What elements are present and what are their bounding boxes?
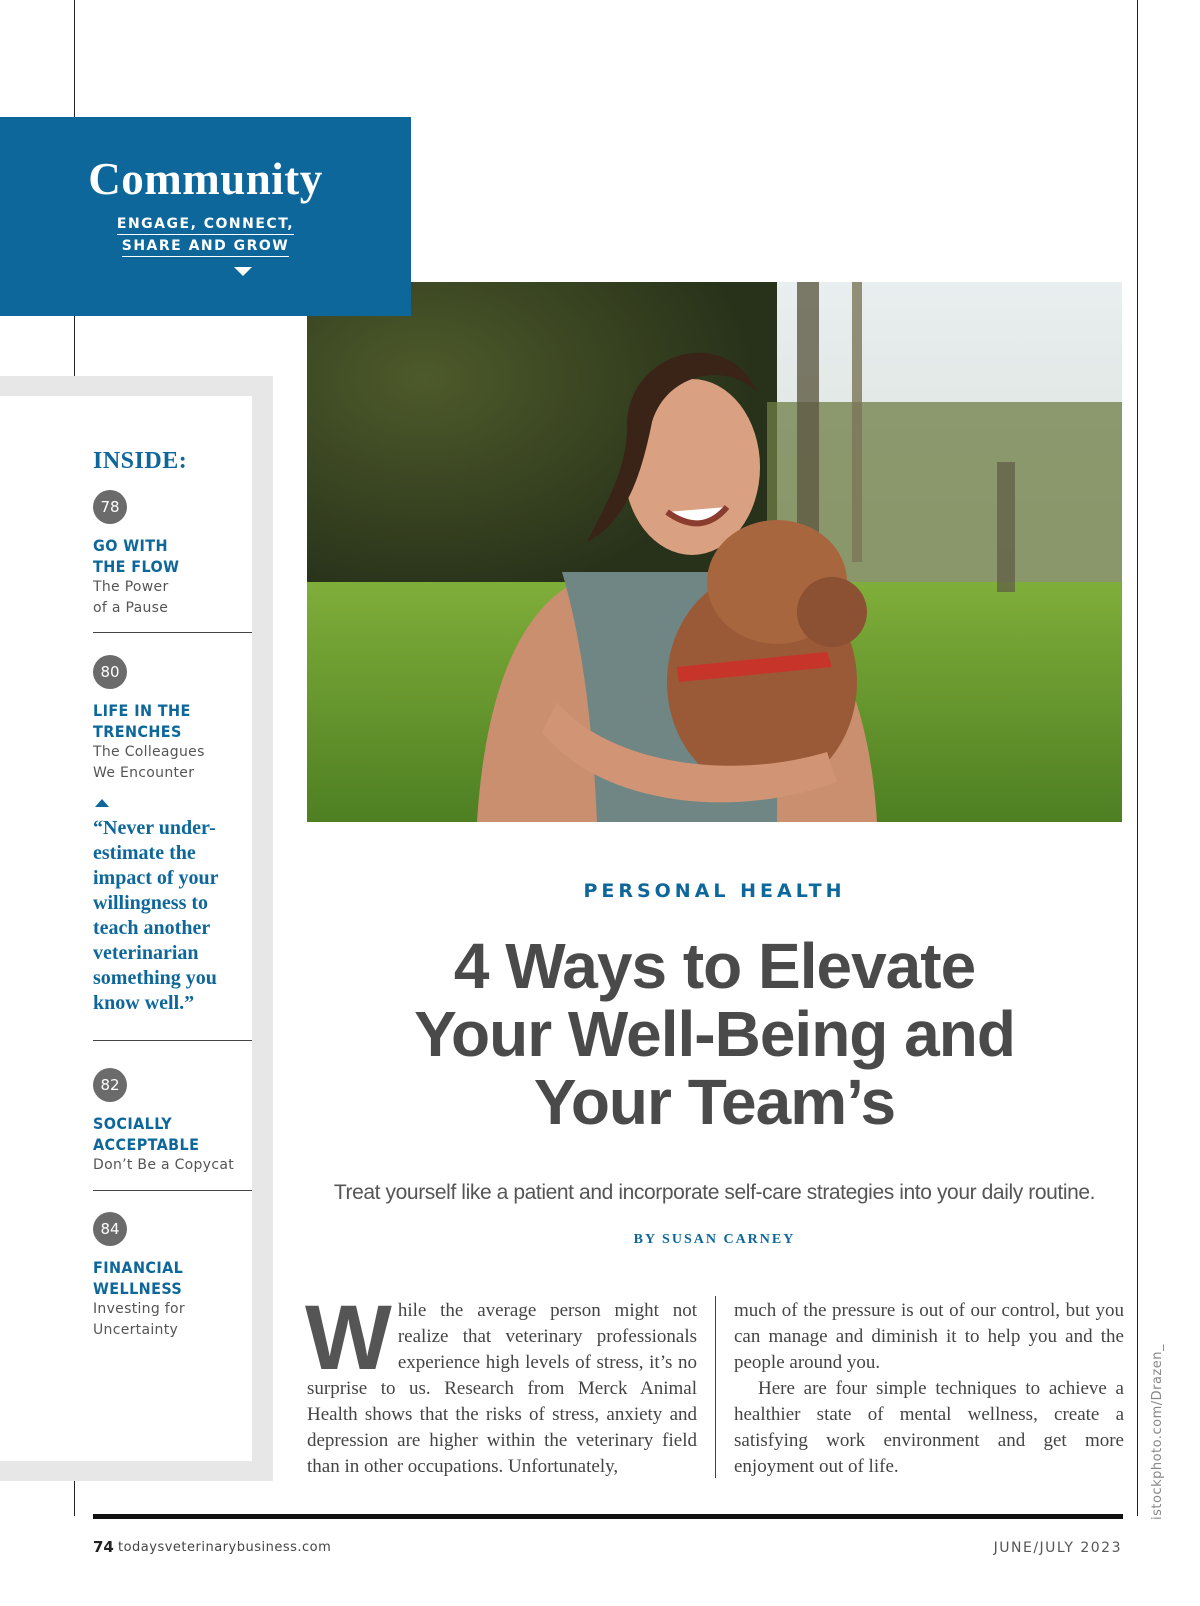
body-text: hile the average person might not realize that veterinary professionals experience high levels of stress, it’s no surprise to us. Research from Merck Animal Health shows that the risks of stress, anxiety and depression are higher within the veterinary field than in other occupations. Unfortunately, (307, 1300, 697, 1477)
right-margin-rule (1137, 0, 1138, 1516)
article-headline: 4 Ways to Elevate Your Well-Being and Your Team’s (414, 930, 1015, 1138)
article-kicker: PERSONAL HEALTH (583, 880, 846, 902)
footer-rule (93, 1514, 1123, 1519)
body-paragraph: much of the pressure is out of our control, but you can manage and diminish it to help you and the people around you. (734, 1300, 1124, 1373)
toc-title: LIFE IN THE TRENCHES (93, 701, 191, 741)
toc-item[interactable] (93, 1212, 253, 1341)
column-divider (715, 1296, 716, 1478)
toc-item[interactable] (93, 490, 253, 619)
toc-title: SOCIALLY ACCEPTABLE (93, 1114, 200, 1154)
photo-credit: istockphoto.com/Drazen_ (1150, 1343, 1165, 1520)
divider (93, 1190, 252, 1191)
body-paragraph: Here are four simple techniques to achieve a healthier state of mental wellness, create a satisfying work environment and get more enjoyment out of life. (734, 1378, 1124, 1477)
section-subtitle (0, 213, 411, 257)
toc-subtitle: The Power of a Pause (93, 579, 169, 616)
divider (93, 632, 252, 633)
page-number-badge: 84 (93, 1212, 127, 1246)
body-column-right (734, 1298, 1124, 1480)
hero-photo (307, 282, 1122, 822)
footer-url[interactable]: todaysveterinarybusiness.com (118, 1540, 332, 1555)
page-number-badge: 78 (93, 490, 127, 524)
issue-date: JUNE/JULY 2023 (993, 1540, 1122, 1556)
toc-item[interactable] (93, 1068, 253, 1176)
section-subtitle-line: SHARE AND GROW (122, 237, 290, 257)
section-subtitle-line: ENGAGE, CONNECT, (117, 215, 294, 235)
article-dek: Treat yourself like a patient and incorporate self-care strategies into your daily routine. (333, 1181, 1096, 1204)
body-column-left (305, 1287, 697, 1480)
section-title: Community (88, 154, 323, 204)
triangle-up-icon (95, 799, 109, 807)
page-number: 74 (93, 1538, 114, 1556)
article-byline: BY SUSAN CARNEY (633, 1232, 796, 1247)
toc-title: GO WITH THE FLOW (93, 536, 180, 576)
triangle-down-icon (234, 267, 252, 276)
toc-subtitle: The Colleagues We Encounter (93, 744, 205, 781)
toc-title: FINANCIAL WELLNESS (93, 1258, 184, 1298)
section-banner (0, 117, 411, 316)
toc-subtitle: Don’t Be a Copycat (93, 1157, 234, 1173)
page-number-badge: 80 (93, 655, 127, 689)
inside-label: INSIDE: (93, 448, 188, 474)
toc-item[interactable] (93, 655, 253, 784)
page-number-badge: 82 (93, 1068, 127, 1102)
pull-quote: “Never under-estimate the impact of your willingness to teach another veterinarian something you know well.” (93, 817, 219, 1014)
divider (93, 1040, 252, 1041)
drop-cap: W (305, 1287, 392, 1389)
toc-subtitle: Investing for Uncertainty (93, 1301, 185, 1338)
